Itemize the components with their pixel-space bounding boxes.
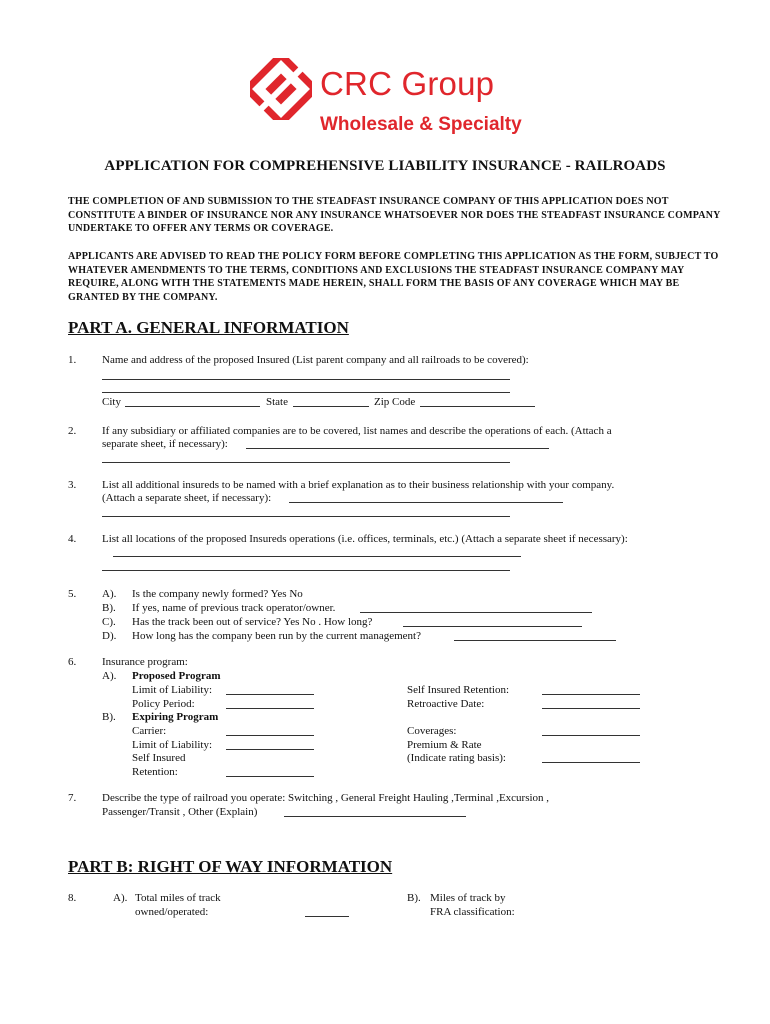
q4-locations-field-2[interactable] — [102, 570, 510, 571]
disclaimer-binder-line: THE COMPLETION OF AND SUBMISSION TO THE STEADFAST INSURANCE COMPANY OF THIS APPLICATION DOES NOT — [68, 196, 669, 207]
disclaimer-policy-line: WHATEVER AMENDMENTS TO THE TERMS, CONDITIONS AND EXCLUSIONS THE STEADFAST INSURANCE COMPANY MAY — [68, 264, 685, 276]
q5-previous-operator-field[interactable] — [360, 612, 592, 613]
disclaimer-policy-line: APPLICANTS ARE ADVISED TO READ THE POLICY FORM BEFORE COMPLETING THIS APPLICATION AS THE FORM, SUBJECT TO — [68, 251, 719, 262]
q6-limit2-field[interactable] — [226, 749, 314, 750]
question-3-line: (Attach a separate sheet, if necessary): — [102, 492, 272, 504]
q6-limit-label: Limit of Liability: — [132, 684, 213, 696]
q8-b-line: Miles of track by — [430, 892, 506, 904]
q6-a-label: A). — [102, 670, 117, 682]
disclaimer-binder-line: CONSTITUTE A BINDER OF INSURANCE NOR ANY INSURANCE WHATSOEVER NOR DOES THE STEADFAST INSURANCE COMPANY — [68, 209, 721, 221]
disclaimer-policy-line: REQUIRE, ALONG WITH THE STATEMENTS MADE HEREIN, SHALL FORM THE BASIS OF ANY COVERAGE WHICH MAY BE — [68, 278, 680, 290]
q7-other-explain-field[interactable] — [284, 816, 466, 817]
question-2-line: If any subsidiary or affiliated companies are to be covered, list names and describe the operations of each. (Attach a — [102, 425, 612, 437]
question-4-number: 4. — [68, 533, 77, 545]
q6-retro-label: Retroactive Date: — [407, 698, 485, 710]
question-7-line: Describe the type of railroad you operate: Switching , General Freight Hauling ,Terminal ,Excursion , — [102, 792, 550, 804]
q1-city-label: City — [102, 396, 121, 408]
q3-additional-insureds-field-2[interactable] — [102, 516, 510, 517]
q4-locations-field[interactable] — [113, 556, 521, 557]
disclaimer-binder — [68, 195, 725, 236]
q6-limit-field[interactable] — [226, 694, 314, 695]
logo-subtitle: Wholesale & Specialty — [320, 114, 522, 135]
q6-period-field[interactable] — [226, 708, 314, 709]
q6-carrier-label: Carrier: — [132, 725, 167, 737]
disclaimer-policy-form — [68, 250, 725, 304]
q5-a-text: Is the company newly formed? Yes No — [132, 588, 303, 600]
question-2-line: separate sheet, if necessary): — [102, 438, 228, 450]
q2-subsidiaries-field[interactable] — [246, 448, 549, 449]
question-5-number: 5. — [68, 588, 77, 600]
q5-c-label: C). — [102, 616, 116, 628]
question-7-number: 7. — [68, 792, 77, 804]
q8-total-miles-field[interactable] — [305, 916, 349, 917]
question-7-line: Passenger/Transit , Other (Explain) — [102, 806, 258, 818]
q6-sir-label: Self Insured Retention: — [407, 684, 510, 696]
q1-name-field[interactable] — [102, 379, 510, 380]
disclaimer-binder-line: UNDERTAKE TO OFFER ANY TERMS OR COVERAGE. — [68, 223, 334, 235]
q8-a-line: Total miles of track — [135, 892, 221, 904]
question-8-number: 8. — [68, 892, 77, 904]
part-a-heading: PART A. GENERAL INFORMATION — [68, 318, 349, 337]
q6-carrier-field[interactable] — [226, 735, 314, 736]
q5-b-label: B). — [102, 602, 116, 614]
question-3-line: List all additional insureds to be named with a brief explanation as to their business relationship with your company. — [102, 479, 615, 491]
q6-limit2-label: Limit of Liability: — [132, 739, 213, 751]
q5-d-text: How long has the company been run by the current management? — [132, 630, 421, 642]
q6-rating-field[interactable] — [542, 762, 640, 763]
q6-retro-field[interactable] — [542, 708, 640, 709]
q5-management-duration-field[interactable] — [454, 640, 616, 641]
q1-state-label: State — [266, 396, 288, 408]
q5-a-label: A). — [102, 588, 117, 600]
q8-b-line: FRA classification: — [430, 906, 515, 918]
q6-coverages-field[interactable] — [542, 735, 640, 736]
q6-retention-field[interactable] — [226, 776, 314, 777]
q2-subsidiaries-field-2[interactable] — [102, 462, 510, 463]
question-1-number: 1. — [68, 354, 77, 366]
q6-period-label: Policy Period: — [132, 698, 195, 710]
question-3-number: 3. — [68, 479, 77, 491]
crc-logo — [250, 58, 550, 140]
q6-retention-label: Retention: — [132, 766, 178, 778]
logo-company-name: CRC Group — [320, 65, 495, 102]
q1-zip-label: Zip Code — [374, 396, 416, 408]
q6-rating-label: (Indicate rating basis): — [407, 752, 506, 764]
question-4-line: List all locations of the proposed Insureds operations (i.e. offices, terminals, etc.) (Attach a separate sheet if necessary): — [102, 533, 628, 545]
q8-a-line: owned/operated: — [135, 906, 209, 918]
q8-a-label: A). — [113, 892, 128, 904]
q6-expiring-heading: Expiring Program — [132, 711, 219, 723]
q6-b-label: B). — [102, 711, 116, 723]
form-title: APPLICATION FOR COMPREHENSIVE LIABILITY INSURANCE - RAILROADS — [104, 158, 666, 174]
question-6-number: 6. — [68, 656, 77, 668]
q1-zip-field[interactable] — [420, 406, 535, 407]
q3-additional-insureds-field[interactable] — [289, 502, 563, 503]
q6-intro: Insurance program: — [102, 656, 188, 668]
q1-address-field[interactable] — [102, 392, 510, 393]
q1-city-field[interactable] — [125, 406, 260, 407]
q1-state-field[interactable] — [293, 406, 369, 407]
crc-diamond-icon — [250, 58, 312, 120]
q5-b-text: If yes, name of previous track operator/owner. — [132, 602, 336, 614]
question-2-number: 2. — [68, 425, 77, 437]
q5-c-text: Has the track been out of service? Yes No . How long? — [132, 616, 373, 628]
q8-b-label: B). — [407, 892, 421, 904]
q5-d-label: D). — [102, 630, 117, 642]
part-b-heading: PART B: RIGHT OF WAY INFORMATION — [68, 857, 393, 876]
q6-coverages-label: Coverages: — [407, 725, 457, 737]
q5-how-long-field[interactable] — [403, 626, 582, 627]
q6-premium-label: Premium & Rate — [407, 739, 482, 751]
q6-self-insured-label: Self Insured — [132, 752, 186, 764]
q6-proposed-heading: Proposed Program — [132, 670, 221, 682]
question-1-text: Name and address of the proposed Insured (List parent company and all railroads to be covered): — [102, 354, 529, 366]
q6-sir-field[interactable] — [542, 694, 640, 695]
disclaimer-policy-line: GRANTED BY THE COMPANY. — [68, 291, 218, 303]
